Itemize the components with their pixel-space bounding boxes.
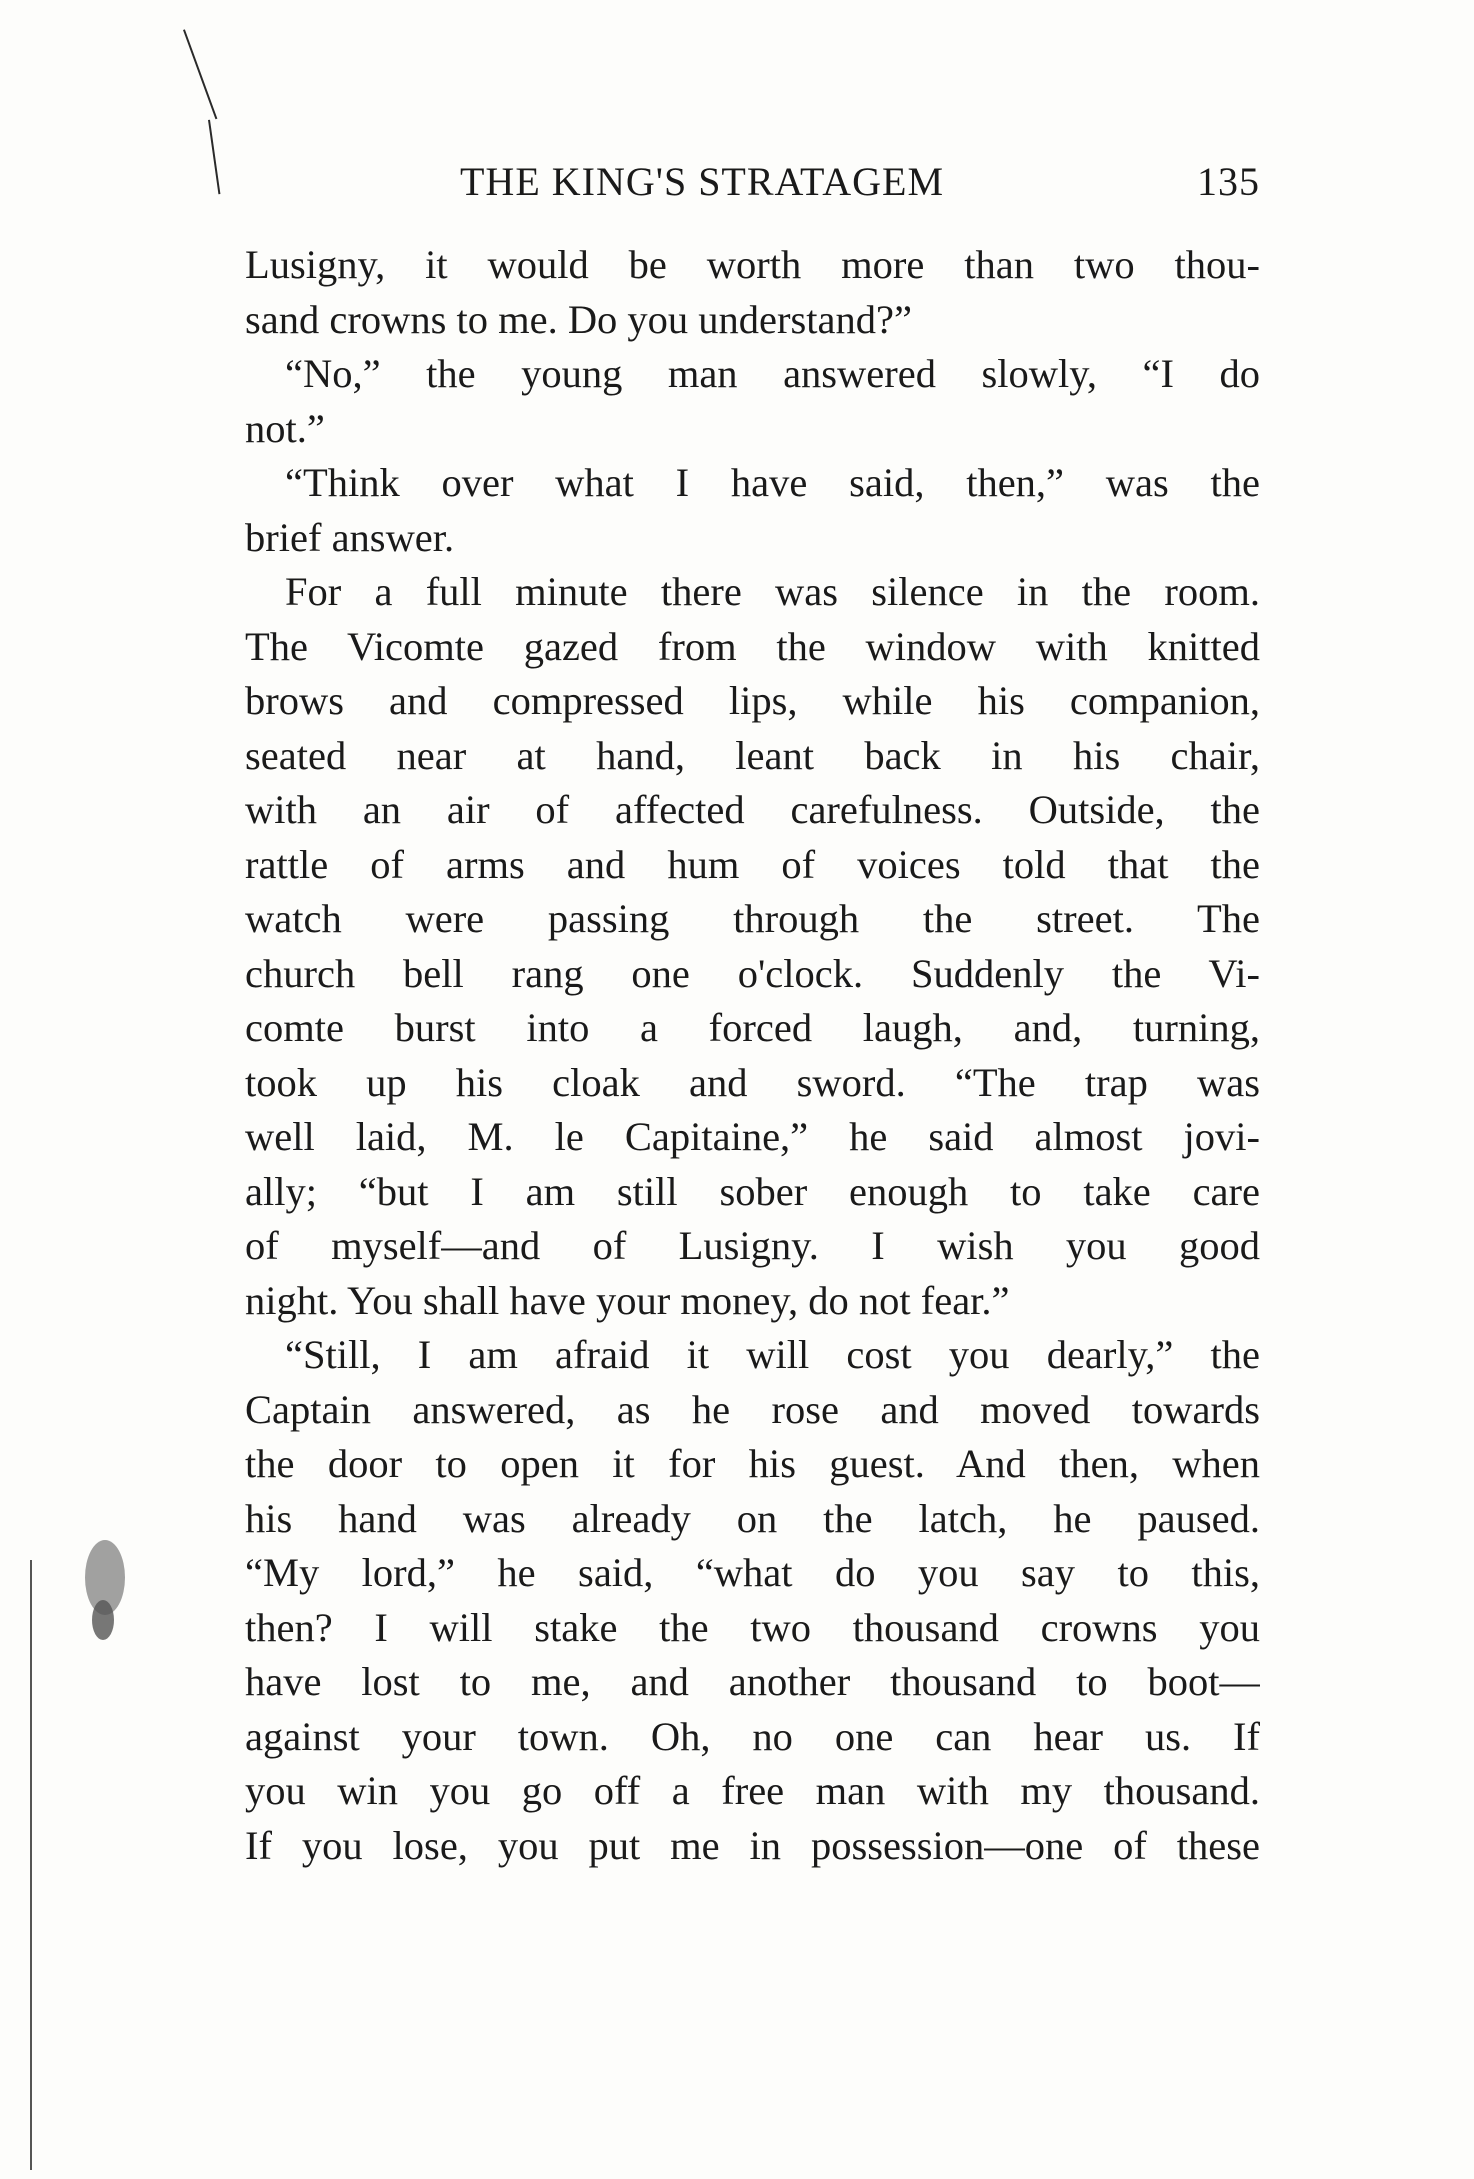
text-line: sand crowns to me. Do you understand?” bbox=[245, 296, 912, 342]
scan-artifact-blot bbox=[92, 1600, 114, 1640]
text-line: then? I will stake the two thousand crowns you bbox=[245, 1604, 1260, 1650]
scan-artifact-line bbox=[30, 1560, 32, 2170]
text-line: not.” bbox=[245, 405, 325, 451]
text-line: you win you go off a free man with my thousand. bbox=[245, 1768, 1260, 1813]
text-line: well laid, M. le Capitaine,” he said almost jovi- bbox=[245, 1114, 1260, 1159]
text-line: Lusigny, it would be worth more than two thou- bbox=[245, 242, 1260, 287]
text-line: church bell rang one o'clock. Suddenly the Vi- bbox=[245, 950, 1260, 996]
text-line: his hand was already on the latch, he paused. bbox=[245, 1495, 1260, 1541]
text-line: For a full minute there was silence in the room. bbox=[285, 569, 1260, 614]
text-line: rattle of arms and hum of voices told that the bbox=[245, 841, 1260, 887]
text-line: “Still, I am afraid it will cost you dearly,” the bbox=[285, 1332, 1260, 1377]
text-line: Captain answered, as he rose and moved towards bbox=[245, 1386, 1260, 1432]
page-number: 135 bbox=[1197, 159, 1260, 204]
text-line: of myself—and of Lusigny. I wish you good bbox=[245, 1223, 1260, 1268]
running-title: THE KING'S STRATAGEM bbox=[460, 159, 945, 204]
text-line: “Think over what I have said, then,” was the bbox=[285, 460, 1260, 505]
text-line: If you lose, you put me in possession—one of these bbox=[245, 1822, 1260, 1868]
text-line: ally; “but I am still sober enough to take care bbox=[245, 1168, 1260, 1214]
text-line: against your town. Oh, no one can hear us. If bbox=[245, 1713, 1260, 1759]
text-line: The Vicomte gazed from the window with knitted bbox=[245, 623, 1260, 669]
scan-artifact-line bbox=[183, 29, 217, 119]
text-line: took up his cloak and sword. “The trap was bbox=[245, 1059, 1260, 1105]
text-line: comte burst into a forced laugh, and, turning, bbox=[245, 1005, 1260, 1050]
scan-artifact-line bbox=[208, 120, 220, 195]
text-line: “My lord,” he said, “what do you say to this, bbox=[245, 1550, 1260, 1595]
text-line: with an air of affected carefulness. Outside, the bbox=[245, 787, 1260, 832]
body-text bbox=[245, 238, 1260, 1873]
text-line: have lost to me, and another thousand to boot— bbox=[245, 1659, 1260, 1704]
text-line: watch were passing through the street. The bbox=[245, 896, 1260, 941]
text-line: seated near at hand, leant back in his chair, bbox=[245, 732, 1260, 778]
text-line: “No,” the young man answered slowly, “I do bbox=[285, 351, 1260, 396]
text-line: the door to open it for his guest. And then, when bbox=[245, 1441, 1260, 1486]
text-line: brows and compressed lips, while his companion, bbox=[245, 678, 1260, 723]
running-head bbox=[245, 158, 1260, 214]
text-line: brief answer. bbox=[245, 514, 455, 560]
text-line: night. You shall have your money, do not fear.” bbox=[245, 1277, 1010, 1323]
